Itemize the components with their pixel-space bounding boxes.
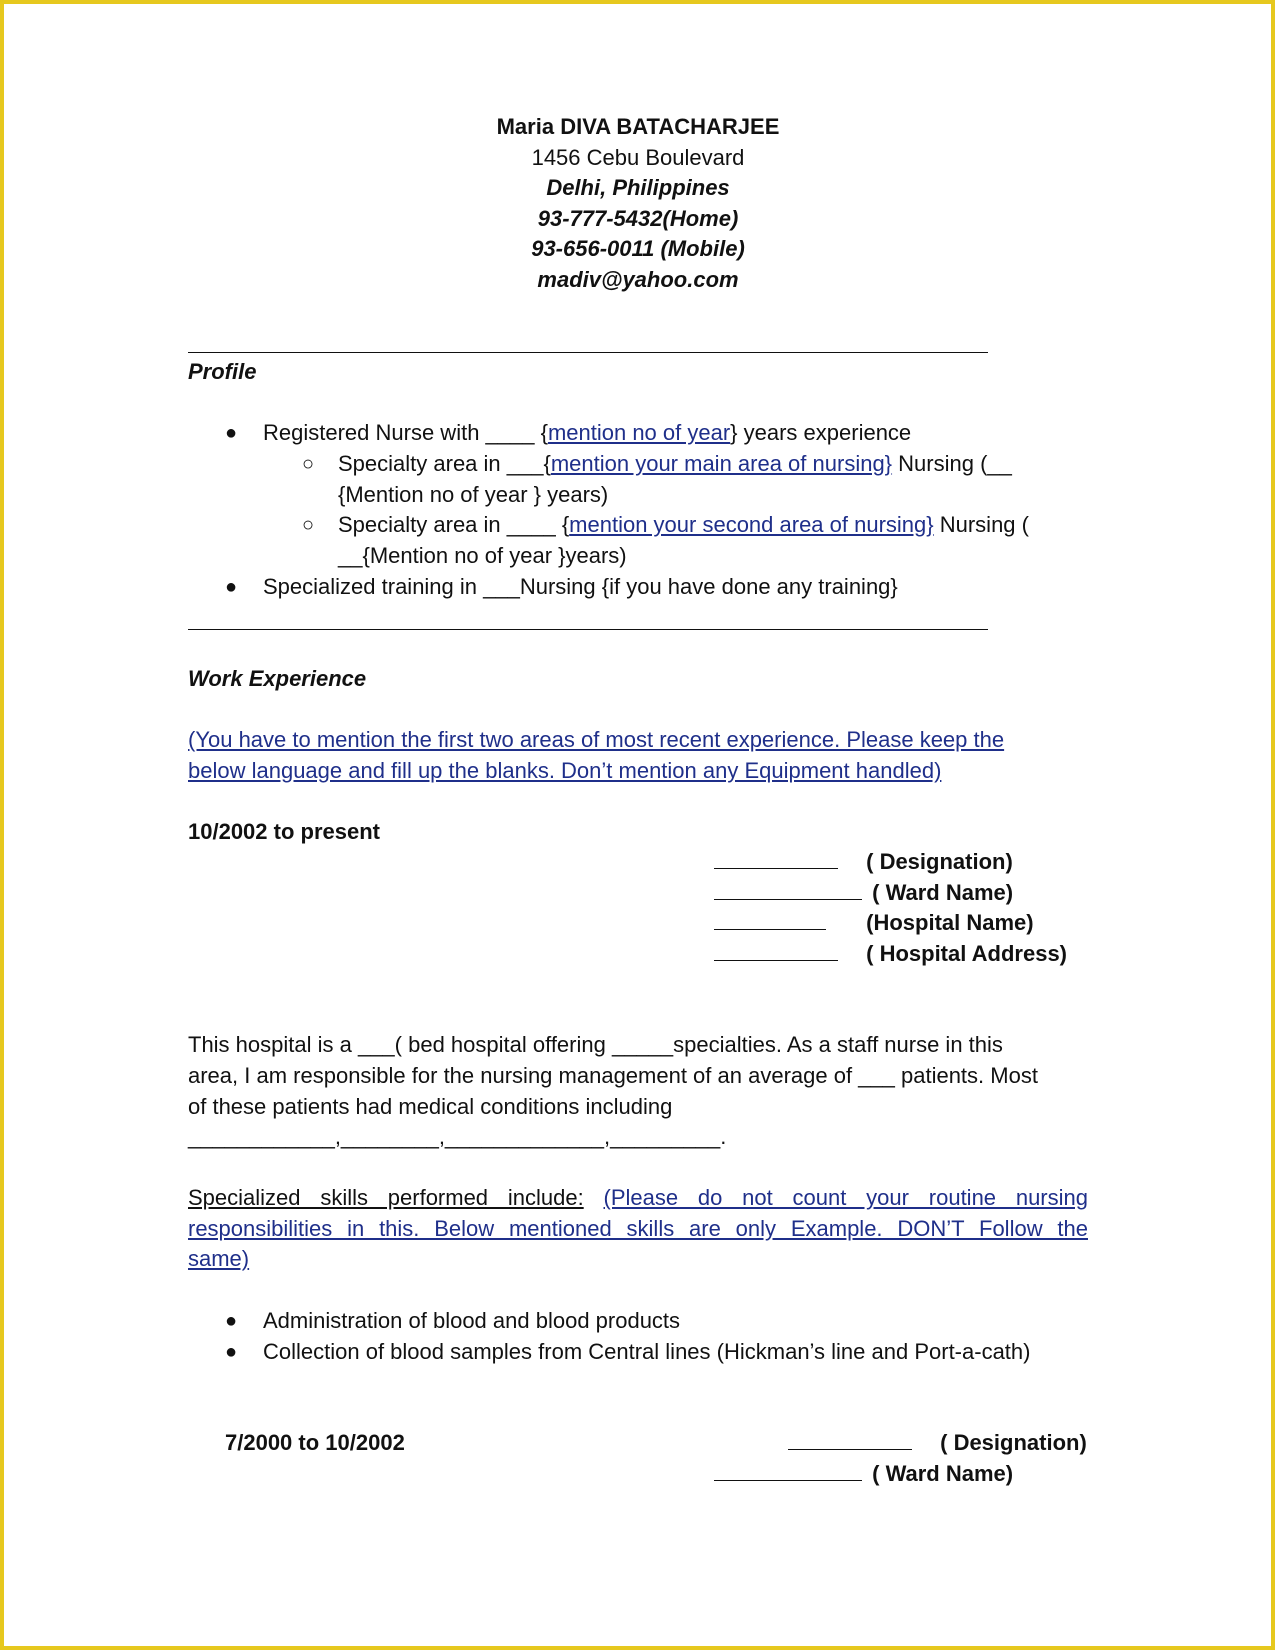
job1-designation-row	[714, 847, 1013, 878]
work-note-line-1: (You have to mention the first two areas of most recent experience. Please keep the	[188, 727, 1005, 752]
blank-line	[714, 940, 838, 961]
work-note-line-2: below language and fill up the blanks. Don’t mention any Equipment handled)	[188, 758, 942, 783]
skill-item	[225, 1337, 1031, 1368]
skill-item-text: Collection of blood samples from Central lines (Hickman’s line and Port-a-cath)	[263, 1339, 1031, 1364]
work-experience-heading: Work Experience	[188, 666, 367, 691]
skills-line-1	[188, 1183, 1088, 1214]
job2-designation-label: ( Designation)	[940, 1430, 1087, 1455]
job1-ward-row	[714, 878, 1013, 909]
job1-dates: 10/2002 to present	[188, 819, 380, 844]
profile-subitem-second-years: __{Mention no of year }years)	[338, 543, 627, 568]
profile-subitem-hint: mention your second area of nursing}	[569, 512, 934, 537]
hospital-paragraph-line-1: This hospital is a ___( bed hospital offering _____specialties. As a staff nurse in this	[188, 1032, 1003, 1057]
profile-item-text: Specialized training in ___Nursing {if you have done any training}	[263, 574, 898, 599]
skill-item	[225, 1306, 681, 1337]
job1-address-row	[714, 939, 1067, 970]
profile-subitem-main-specialty	[302, 449, 1012, 480]
blank-line	[714, 1460, 862, 1481]
skills-note: (Please do not count your routine nursing	[603, 1185, 1088, 1210]
bullet-dot: ●	[225, 422, 238, 444]
profile-subitem-main-years: {Mention no of year } years)	[338, 482, 609, 507]
address-city: Delhi, Philippines	[546, 175, 730, 200]
email-address: madiv@yahoo.com	[537, 267, 739, 292]
candidate-name: Maria DIVA BATACHARJEE	[496, 114, 780, 139]
profile-item-text: } years experience	[730, 420, 912, 445]
divider-line	[188, 352, 988, 353]
job2-ward-row	[714, 1459, 1013, 1490]
address-street: 1456 Cebu Boulevard	[531, 145, 745, 170]
job2-dates: 7/2000 to 10/2002	[225, 1430, 405, 1455]
profile-item-text: Registered Nurse with ____ {	[263, 420, 548, 445]
profile-subitem-hint: mention your main area of nursing}	[550, 451, 893, 476]
profile-item-training	[225, 572, 898, 603]
blank-line	[788, 1429, 912, 1450]
hospital-paragraph-line-4: ____________,________,_____________,_________.	[188, 1124, 727, 1149]
job1-hospital-row	[714, 908, 1034, 939]
skills-label: Specialized skills performed include:	[188, 1185, 584, 1210]
blank-line	[714, 909, 826, 930]
bullet-dot: ●	[225, 1341, 238, 1363]
divider-line	[188, 629, 988, 630]
blank-line	[714, 848, 838, 869]
hospital-paragraph-line-3: of these patients had medical conditions including	[188, 1094, 673, 1119]
skills-note-line-2: responsibilities in this. Below mentioned skills are only Example. DON’T Follow the	[188, 1216, 1088, 1241]
profile-subitem-text: Nursing (	[933, 512, 1029, 537]
profile-subitem-second-specialty	[302, 510, 1029, 541]
profile-heading: Profile	[188, 359, 257, 384]
skill-item-text: Administration of blood and blood products	[263, 1308, 681, 1333]
blank-line	[714, 879, 862, 900]
job1-ward-label: ( Ward Name)	[872, 880, 1014, 905]
bullet-dot: ●	[225, 576, 238, 598]
bullet-circle: ○	[302, 453, 315, 475]
job1-designation-label: ( Designation)	[866, 849, 1013, 874]
bullet-dot: ●	[225, 1310, 238, 1332]
job2-designation-row	[788, 1428, 1087, 1459]
job1-hospital-label: (Hospital Name)	[866, 910, 1034, 935]
job2-ward-label: ( Ward Name)	[872, 1461, 1014, 1486]
profile-subitem-text: Nursing (__	[892, 451, 1012, 476]
phone-home: 93-777-5432(Home)	[537, 206, 739, 231]
skills-note-line-3: same)	[188, 1246, 250, 1271]
profile-subitem-text: Specialty area in ____ {	[338, 512, 570, 537]
job1-address-label: ( Hospital Address)	[866, 941, 1068, 966]
phone-mobile: 93-656-0011 (Mobile)	[531, 236, 745, 261]
bullet-circle: ○	[302, 514, 315, 536]
profile-subitem-text: Specialty area in ___{	[338, 451, 551, 476]
profile-item-hint: mention no of year	[547, 420, 731, 445]
hospital-paragraph-line-2: area, I am responsible for the nursing management of an average of ___ patients. Most	[188, 1063, 1038, 1088]
profile-item-experience	[225, 418, 912, 449]
